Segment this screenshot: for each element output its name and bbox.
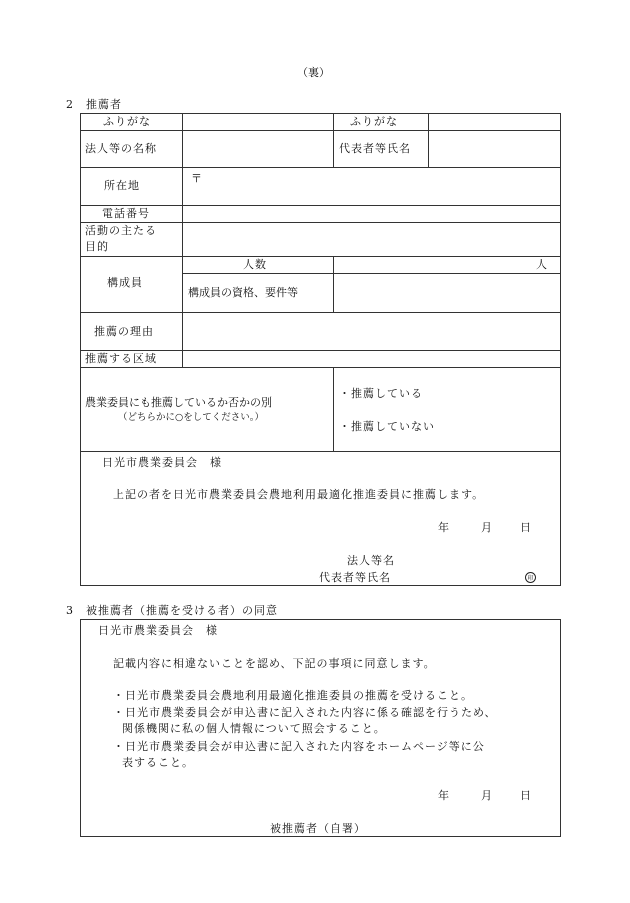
col-line <box>182 113 183 367</box>
consent-item-2-line1: ・日光市農業委員会が申込書に記入された内容に係る確認を行うため、 <box>113 706 497 719</box>
consent-item-3-line1: ・日光市農業委員会が申込書に記入された内容をホームページ等に公 <box>113 740 485 753</box>
row-line <box>80 167 561 168</box>
other-rec-note: （どちらかに○をしてください。） <box>118 412 265 423</box>
consent-date-month: 月 <box>481 789 492 802</box>
col-line <box>333 367 334 451</box>
consent-item-1: ・日光市農業委員会農地利用最適化推進委員の推薦を受けること。 <box>113 689 473 702</box>
representative-label: 代表者等氏名 <box>339 142 411 155</box>
row-line <box>80 130 561 131</box>
col-line <box>428 113 429 167</box>
consent-addressee: 日光市農業委員会 様 <box>98 624 218 637</box>
signature-label: 被推薦者（自署） <box>270 822 366 835</box>
recommendation-statement: 上記の者を日光市農業委員会農地利用最適化推進委員に推薦します。 <box>113 488 485 501</box>
option-recommended[interactable]: ・推薦している <box>339 387 423 400</box>
corp-name-label: 法人等の名称 <box>85 142 157 155</box>
purpose-label-line2: 目的 <box>85 240 109 253</box>
furigana-label: ふりがな <box>103 115 151 128</box>
members-count-label: 人数 <box>243 258 267 271</box>
address-label: 所在地 <box>104 179 140 192</box>
district-label: 推薦する区域 <box>85 352 157 365</box>
row-line <box>80 451 561 452</box>
page-header: （裏） <box>297 66 330 79</box>
members-label: 構成員 <box>107 276 143 289</box>
section3-title: 3 被推薦者（推薦を受ける者）の同意 <box>66 604 278 617</box>
consent-item-3-line2: 表すること。 <box>122 756 194 769</box>
seal-mark-icon: 印 <box>525 572 536 583</box>
addressee: 日光市農業委員会 様 <box>102 456 222 469</box>
members-qualification-label: 構成員の資格、要件等 <box>188 286 298 299</box>
date-day: 日 <box>520 521 531 534</box>
other-rec-label: 農業委員にも推薦しているか否かの別 <box>85 396 272 409</box>
sign-corp-label: 法人等名 <box>347 554 395 567</box>
date-month: 月 <box>481 521 492 534</box>
purpose-label-line1: 活動の主たる <box>85 224 157 237</box>
row-line <box>80 367 561 368</box>
row-line <box>80 312 561 313</box>
members-count-unit: 人 <box>536 258 547 271</box>
section2-title: 2 推薦者 <box>66 98 122 111</box>
row-line <box>80 350 561 351</box>
furigana-label-right: ふりがな <box>350 115 398 128</box>
consent-item-2-line2: 関係機関に私の個人情報について照会すること。 <box>122 722 386 735</box>
row-line <box>80 205 561 206</box>
col-line <box>333 256 334 312</box>
option-not-recommended[interactable]: ・推薦していない <box>339 420 435 433</box>
sign-rep-label: 代表者等氏名 <box>319 571 391 584</box>
postal-mark: 〒 <box>191 172 202 185</box>
date-year: 年 <box>438 521 449 534</box>
consent-date-day: 日 <box>520 789 531 802</box>
reason-label: 推薦の理由 <box>94 325 154 338</box>
consent-date-year: 年 <box>438 789 449 802</box>
row-line <box>80 256 561 257</box>
col-line <box>333 113 334 167</box>
row-line <box>182 273 561 274</box>
phone-label: 電話番号 <box>102 207 150 220</box>
row-line <box>80 222 561 223</box>
consent-statement: 記載内容に相違ないことを認め、下記の事項に同意します。 <box>113 657 436 670</box>
